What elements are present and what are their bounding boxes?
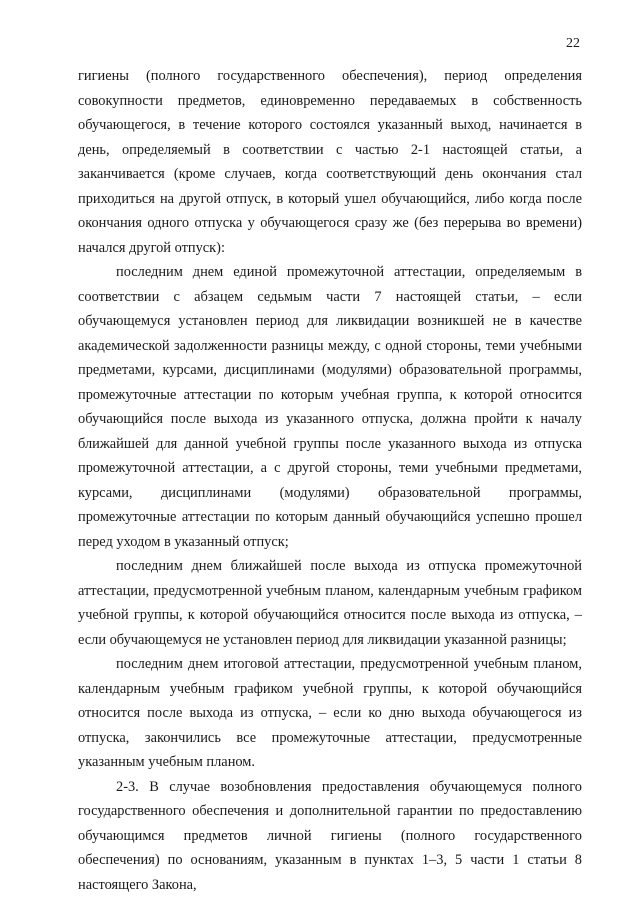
paragraph-item: последним днем ближайшей после выхода из отпуска промежуточной аттестации, предусмотренной учебным планом, календарным учебным графиком учебной группы, к которой обучающийся относится после выхода из отпуска, – если обучающемуся не установлен период для ликвидации указанной разницы; (78, 558, 582, 648)
paragraph-continuation: гигиены (полного государственного обеспечения), период определения совокупности предметов, единовременно передаваемых в собственность обучающегося, в течение которого состоялся указанный выход, начинается в день, определяемый в соответствии с частью 2-1 настоящей статьи, а заканчивается (кроме случаев, когда соответствующий день окончания стал приходиться на другой отпуск, в который ушел обучающийся, либо когда после окончания одного отпуска у обучающегося сразу же (без перерыва во времени) начался другой отпуск): (78, 68, 582, 256)
page-number: 22 (566, 36, 580, 51)
document-body (78, 64, 582, 897)
paragraph-section-2-3: 2-3. В случае возобновления предоставления обучающемуся полного государственного обеспечения и дополнительной гарантии по предоставлению обучающимся предметов личной гигиены (полного государственного обеспечения) по основаниям, указанным в пунктах 1–3, 5 части 1 статьи 8 настоящего Закона, (78, 778, 582, 893)
paragraph-item: последним днем итоговой аттестации, предусмотренной учебным планом, календарным учебным графиком учебной группы, к которой обучающийся относится после выхода из отпуска, – если ко дню выхода обучающегося из отпуска, закончились все промежуточные аттестации, предусмотренные указанным учебным планом. (78, 656, 582, 770)
paragraph-item: последним днем единой промежуточной аттестации, определяемым в соответствии с абзацем седьмым части 7 настоящей статьи, – если обучающемуся установлен период для ликвидации возникшей не в качестве академической задолженности разницы между, с одной стороны, теми учебными предметами, курсами, дисциплинами (модулями) образовательной программы, промежуточные аттестации по которым учебная группа, к которой относится обучающийся после выхода из указанного отпуска, должна пройти к началу ближайшей для данной учебной группы после указанного выхода из отпуска промежуточной аттестации, а с другой стороны, теми учебными предметами, курсами, дисциплинами (модулями) образовательной программы, промежуточные аттестации по которым данный обучающийся успешно прошел перед уходом в указанный отпуск; (78, 264, 582, 550)
